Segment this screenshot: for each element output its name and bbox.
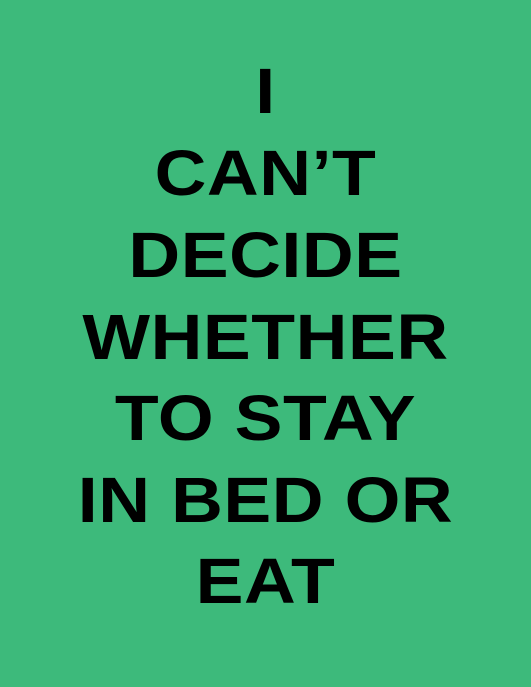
quote-line-2: CAN’T (154, 137, 377, 209)
quote-line-3: DECIDE (128, 219, 403, 291)
quote-line-5: TO STAY (114, 382, 417, 454)
quote-line-6: IN BED OR (77, 464, 454, 536)
quote-line-1: I (255, 55, 276, 127)
quote-line-4: WHETHER (82, 301, 449, 373)
quote-line-7: EAT (195, 545, 336, 617)
